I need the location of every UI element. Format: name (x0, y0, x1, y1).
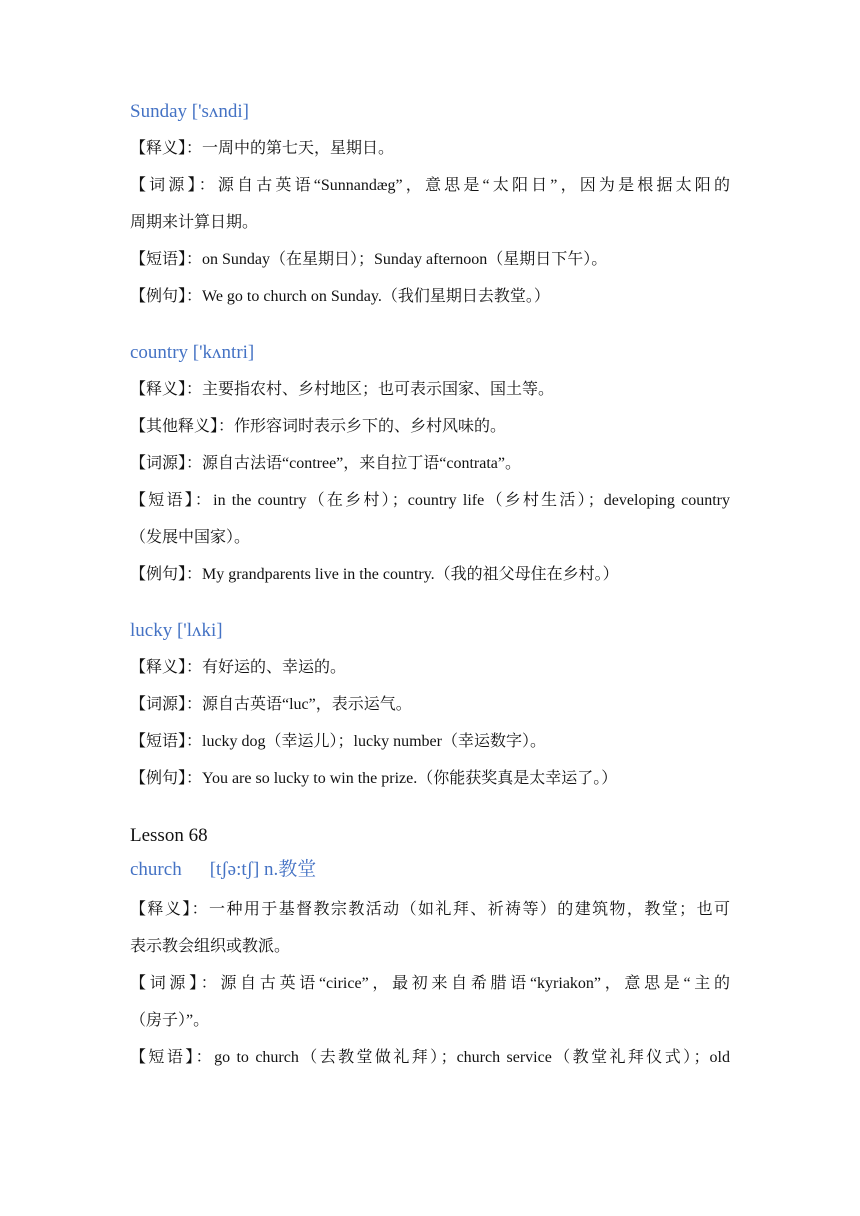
phrase-line: 【短语】：on Sunday（在星期日）；Sunday afternoon（星期日下午）。 (130, 251, 608, 268)
definition-line: 【释义】：有好运的、幸运的。 (130, 659, 347, 676)
definition-line: 【释义】：一种用于基督教宗教活动（如礼拜、祈祷等）的建筑物，教堂；也可 (130, 901, 730, 918)
example-line: 【例句】：You are so lucky to win the prize.（你能获奖真是太幸运了。） (130, 770, 618, 787)
definition-line-cont: 表示教会组织或教派。 (130, 938, 291, 955)
headword-word: church (130, 859, 182, 880)
entry-sunday (130, 100, 730, 315)
definition-line: 【释义】：一周中的第七天，星期日。 (130, 140, 395, 157)
entry-country (130, 341, 730, 593)
phrase-line-cont: （发展中国家）。 (130, 529, 251, 546)
etymology-line-cont: （房子）”。 (130, 1012, 210, 1029)
example-line: 【例句】：My grandparents live in the country.（我的祖父母住在乡村。） (130, 566, 619, 583)
document-page (130, 100, 730, 1076)
headword: Sunday ['sʌndi] (130, 101, 250, 122)
other-definition-line: 【其他释义】：作形容词时表示乡下的、乡村风味的。 (130, 418, 507, 435)
etymology-line: 【词源】：源自古英语“cirice”，最初来自希腊语“kyriakon”，意思是“主的 (130, 975, 730, 992)
phrase-line: 【短语】：go to church（去教堂做礼拜）；church service（教堂礼拜仪式）；old (130, 1049, 730, 1066)
etymology-line: 【词源】：源自古法语“contree”，来自拉丁语“contrata”。 (130, 455, 522, 472)
definition-line: 【释义】：主要指农村、乡村地区；也可表示国家、国土等。 (130, 381, 555, 398)
headword: country ['kʌntri] (130, 342, 255, 363)
etymology-line: 【词源】：源自古英语“Sunnandæg”，意思是“太阳日”，因为是根据太阳的 (130, 177, 730, 194)
phrase-line: 【短语】：in the country（在乡村）；country life（乡村生活）；developing country (130, 492, 730, 509)
headword: lucky ['lʌki] (130, 620, 223, 641)
entry-lucky (130, 619, 730, 797)
phrase-line: 【短语】：lucky dog（幸运儿）；lucky number（幸运数字）。 (130, 733, 546, 750)
headword-phonetic: [tʃə:tʃ] n.教堂 (209, 859, 317, 880)
etymology-line-cont: 周期来计算日期。 (130, 214, 259, 231)
example-line: 【例句】：We go to church on Sunday.（我们星期日去教堂。） (130, 288, 550, 305)
entry-church (130, 823, 730, 1076)
lesson-heading: Lesson 68 (130, 825, 208, 846)
headword (130, 857, 730, 883)
etymology-line: 【词源】：源自古英语“luc”，表示运气。 (130, 696, 412, 713)
